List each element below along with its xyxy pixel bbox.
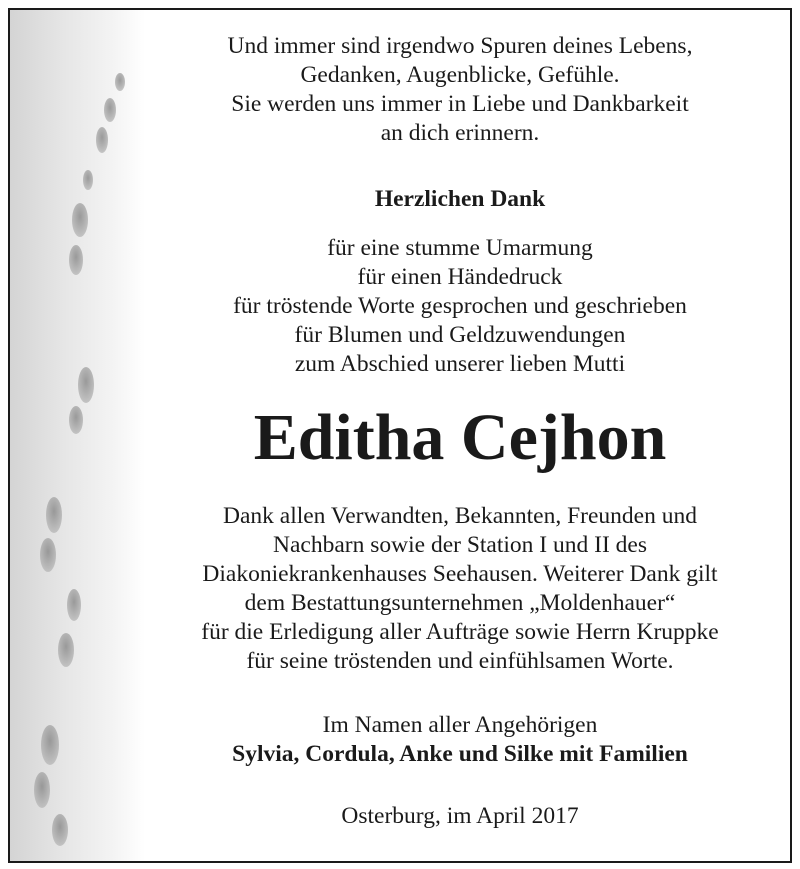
thanks-list-item: für Blumen und Geldzuwendungen [294, 322, 626, 348]
thanks-list [160, 234, 760, 379]
place-date: Osterburg, im April 2017 [341, 803, 579, 829]
thanks-list-item: für tröstende Worte gesprochen und geschrieben [233, 293, 687, 319]
thanks-paragraph [160, 502, 760, 676]
snow-footprints-image [10, 10, 145, 861]
thanks-paragraph-line: Diakoniekrankenhauses Seehausen. Weiterer Dank gilt [202, 561, 718, 587]
thanks-paragraph-line: für seine tröstenden und einfühlsamen Worte. [246, 648, 674, 674]
signoff-intro: Im Namen aller Angehörigen [322, 712, 598, 738]
deceased-name-block [160, 400, 760, 476]
signoff-names: Sylvia, Cordula, Anke und Silke mit Familien [232, 741, 688, 767]
verse-line: Sie werden uns immer in Liebe und Dankbarkeit [231, 91, 689, 117]
verse-line: an dich erinnern. [380, 120, 540, 146]
thanks-heading: Herzlichen Dank [374, 186, 546, 212]
signoff [160, 711, 760, 769]
thanks-paragraph-line: Nachbarn sowie der Station I und II des [273, 532, 647, 558]
verse-line: Gedanken, Augenblicke, Gefühle. [300, 62, 620, 88]
thanks-paragraph-line: dem Bestattungsunternehmen „Moldenhauer“ [244, 590, 676, 616]
obituary-notice [8, 8, 792, 863]
deceased-name: Editha Cejhon [253, 401, 667, 474]
thanks-paragraph-line: Dank allen Verwandten, Bekannten, Freunden und [222, 503, 697, 529]
thanks-paragraph-line: für die Erledigung aller Aufträge sowie Herrn Kruppke [201, 619, 719, 645]
opening-verse [160, 32, 760, 148]
thanks-heading-block [160, 185, 760, 214]
place-date-block [160, 802, 760, 831]
thanks-list-item: für einen Händedruck [357, 264, 563, 290]
thanks-list-item: zum Abschied unserer lieben Mutti [294, 351, 626, 377]
verse-line: Und immer sind irgendwo Spuren deines Lebens, [227, 33, 693, 59]
thanks-list-item: für eine stumme Umarmung [327, 235, 593, 261]
